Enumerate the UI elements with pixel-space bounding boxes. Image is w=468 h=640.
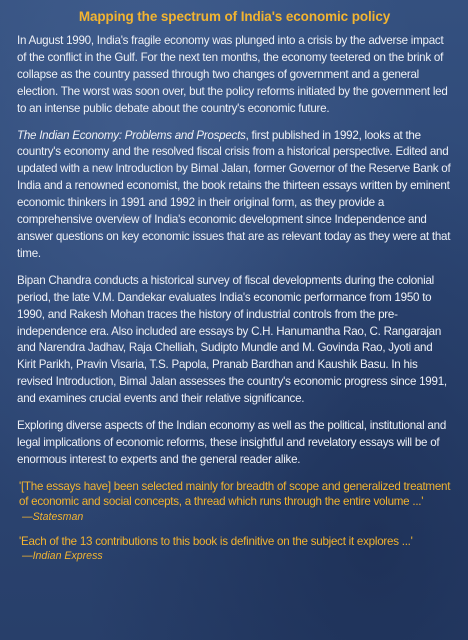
book-title: The Indian Economy: Problems and Prospects	[17, 128, 246, 142]
review-quote-source: —Indian Express	[22, 550, 103, 563]
review-quote-text: '[The essays have] been selected mainly for breadth of scope and generalized treatment of economic and social concepts, a thread which runs through the entire volume ...'	[19, 479, 451, 509]
review-quote-statesman	[19, 479, 452, 524]
cover-heading: Mapping the spectrum of India's economic policy	[78, 9, 391, 24]
book-description-paragraph	[17, 128, 452, 263]
intro-paragraph: In August 1990, India's fragile economy was plunged into a crisis by the adverse impact of the conflict in the Gulf. For the next ten months, the economy teetered on the brink of collapse as the country passed through two changes of government and a general election. The worst was soon over, but the policy reforms initiated by the government led to an intense public debate about the country's economic future.	[17, 34, 448, 115]
review-quote-source: —Statesman	[22, 510, 84, 523]
contributors-paragraph: Bipan Chandra conducts a historical survey of fiscal developments during the colonial period, the late V.M. Dandekar evaluates India's economic performance from 1950 to 1990, and Rakesh Mohan traces the history of industrial controls from the pre-independence era. Also included are essays by C.H. Hanumantha Rao, C. Rangarajan and Narendra Jadhav, Raja Chelliah, Sudipto Mundle and M. Govinda Rao, Jyoti and Kirit Parikh, Pravin Visaria, T.S. Papola, Pranab Bardhan and Kaushik Basu. In his revised Introduction, Bimal Jalan assesses the country's economic progress since 1991, and examines crucial events and their relative significance.	[17, 273, 447, 406]
review-quote-indian-express	[19, 534, 452, 564]
review-quote-text: 'Each of the 13 contributions to this book is definitive on the subject it explores ...'	[19, 534, 413, 548]
book-description-text: , first published in 1992, looks at the country's economy and the resolved fiscal crisis from a historical perspective. Edited and updated with a new Introduction by Bimal Jalan, former Governor of the Reserve Bank of India and a renowned economist, the book retains the thirteen essays written by eminent economic thinkers in 1991 and 1992 in their original form, as they provide a comprehensive overview of India's economic development since Independence and answer questions on key economic issues that are as relevant today as they were at that time.	[17, 128, 451, 260]
closing-paragraph: Exploring diverse aspects of the Indian economy as well as the political, institutional and legal implications of economic reforms, these insightful and revelatory essays will be of enormous interest to experts and the general reader alike.	[17, 419, 447, 466]
